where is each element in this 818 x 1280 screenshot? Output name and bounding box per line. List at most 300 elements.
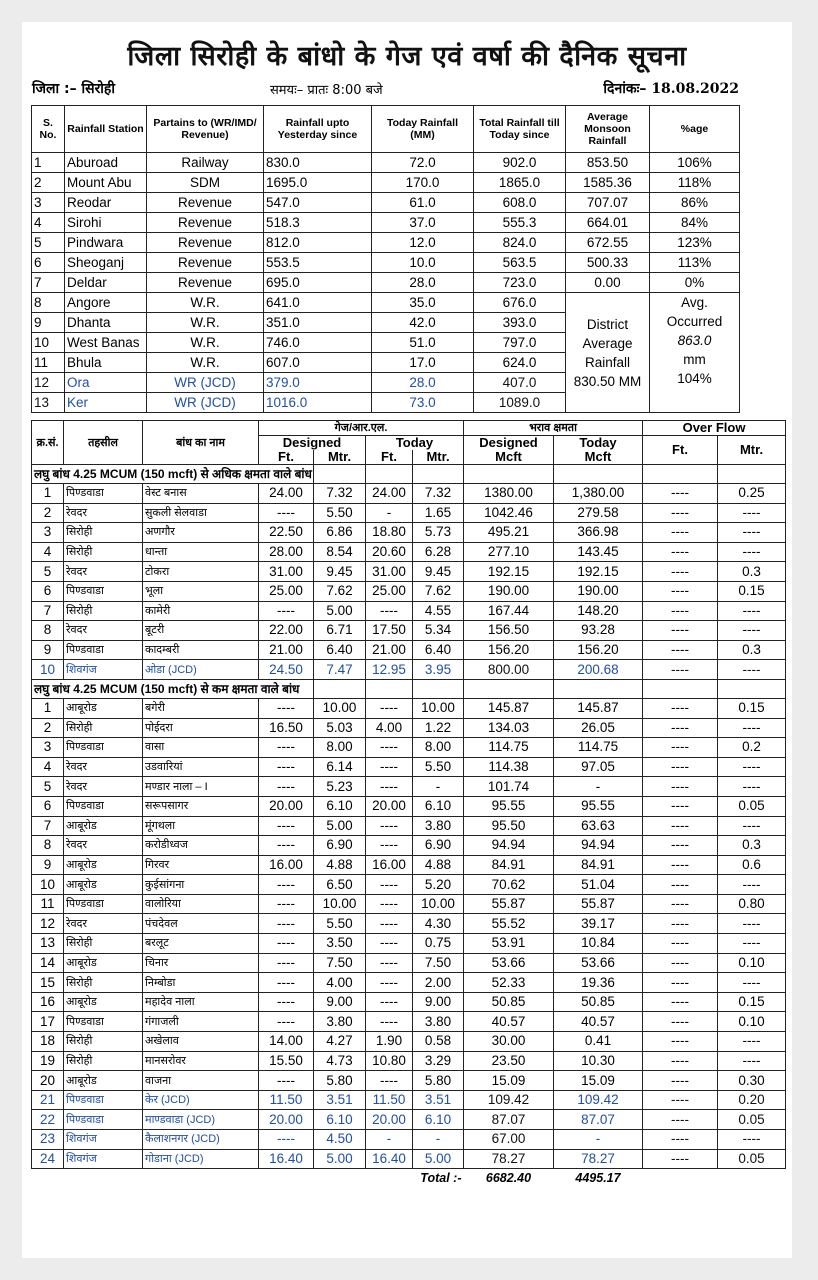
dam-cell: ---- (643, 640, 718, 660)
dam-cell: 0.10 (718, 953, 786, 973)
dam-cell: 25.00 (366, 581, 413, 601)
dam-cell: - (413, 1130, 464, 1150)
dam-cell: ---- (643, 718, 718, 738)
section-heading: लघु बांध 4.25 MCUM (150 mcft) से कम क्षमता वाले बांध (32, 679, 259, 698)
dam-cell: 4.00 (314, 973, 366, 993)
dam-cell: ---- (718, 1051, 786, 1071)
dam-cell: 6.90 (314, 836, 366, 856)
dam-cell: चिनार (143, 953, 259, 973)
rainfall-cell: 853.50 (566, 153, 650, 173)
rainfall-cell: Pindwara (65, 233, 147, 253)
dam-cell: ---- (643, 757, 718, 777)
dam-cell: 0.80 (718, 894, 786, 914)
dam-cell: 1.65 (413, 503, 464, 523)
rainfall-cell: Bhula (65, 353, 147, 373)
dam-cell: पिण्डवाडा (64, 738, 143, 758)
dam-cell: कैलाशनगर (JCD) (143, 1130, 259, 1150)
dam-cell: 145.87 (464, 698, 554, 718)
dam-cell: ---- (643, 621, 718, 641)
dam-col-sno: क्र.सं. (32, 421, 64, 465)
dam-cell: 156.20 (554, 640, 643, 660)
dam-cell: ---- (718, 542, 786, 562)
dam-cell: 7 (32, 816, 64, 836)
dam-cell: 5.00 (314, 601, 366, 621)
dam-col-mtr: Mtr. (413, 450, 464, 465)
dam-cell: 101.74 (464, 777, 554, 797)
rainfall-cell: 664.01 (566, 213, 650, 233)
dam-cell: 7.50 (413, 953, 464, 973)
dam-row (32, 503, 786, 523)
dam-cell: 17 (32, 1012, 64, 1032)
dam-cell: ---- (366, 757, 413, 777)
dam-cell: ---- (366, 934, 413, 954)
dam-cell: आबूरोड (64, 698, 143, 718)
dam-cell: 4.30 (413, 914, 464, 934)
rainfall-cell: Reodar (65, 193, 147, 213)
dam-cell: 78.27 (464, 1149, 554, 1169)
district-average-line: Rainfall (584, 354, 631, 370)
dam-cell: 5.00 (314, 1149, 366, 1169)
rainfall-cell: 9 (32, 313, 65, 333)
dam-cell: पिण्डवाडा (64, 894, 143, 914)
dam-cell: 0.3 (718, 640, 786, 660)
dam-cell: 15.09 (554, 1071, 643, 1091)
dam-cell: उडवारियां (143, 757, 259, 777)
dam-cell: 134.03 (464, 718, 554, 738)
rainfall-cell: W.R. (147, 333, 264, 353)
rainfall-cell: Revenue (147, 233, 264, 253)
dam-cell: मण्डार नाला – I (143, 777, 259, 797)
dam-cell: ---- (718, 757, 786, 777)
dam-row (32, 484, 786, 504)
dam-cell: 12 (32, 914, 64, 934)
dam-cell: 26.05 (554, 718, 643, 738)
dam-cell: 9.00 (314, 992, 366, 1012)
dam-cell: ---- (643, 542, 718, 562)
dam-cell: 21.00 (366, 640, 413, 660)
dam-cell: ---- (366, 1071, 413, 1091)
section-cell (413, 679, 464, 698)
rainfall-cell: 746.0 (264, 333, 372, 353)
section-cell (718, 465, 786, 484)
dam-cell: 6 (32, 581, 64, 601)
report-subheader (32, 79, 737, 99)
dam-cell: शिवगंज (64, 1130, 143, 1150)
dam-cell: ---- (643, 1071, 718, 1091)
dam-cell: 55.52 (464, 914, 554, 934)
total-empty (32, 1169, 64, 1188)
dam-cell: 1042.46 (464, 503, 554, 523)
dam-cell: 95.50 (464, 816, 554, 836)
total-empty (366, 1169, 413, 1188)
dam-cell: 20.00 (366, 796, 413, 816)
dam-cell: 87.07 (464, 1110, 554, 1130)
dam-col-ft: Ft. (366, 450, 413, 465)
dam-cell: ---- (259, 738, 314, 758)
dam-cell: वाजना (143, 1071, 259, 1091)
rainfall-cell: 28.0 (372, 273, 474, 293)
dam-cell: 18 (32, 1032, 64, 1052)
avg-occurred-line: Avg. (681, 295, 708, 310)
dam-cell: 22.50 (259, 523, 314, 543)
rainfall-cell: 407.0 (474, 373, 566, 393)
dam-cell: ---- (366, 816, 413, 836)
dam-cell: 0.58 (413, 1032, 464, 1052)
dam-cell: ---- (718, 816, 786, 836)
rainfall-cell: 170.0 (372, 173, 474, 193)
dam-cell: 4 (32, 757, 64, 777)
district-average-line: District (586, 316, 629, 332)
dam-cell: ---- (643, 581, 718, 601)
rainfall-cell: 37.0 (372, 213, 474, 233)
dam-cell: ---- (366, 1012, 413, 1032)
col-header: %age (650, 106, 740, 153)
dam-cell: 167.44 (464, 601, 554, 621)
dam-cell: 4.73 (314, 1051, 366, 1071)
dam-cell: ---- (643, 875, 718, 895)
dam-cell: ---- (643, 777, 718, 797)
dam-cell: 1 (32, 698, 64, 718)
dam-cell: सिरोही (64, 973, 143, 993)
dam-cell: ---- (259, 894, 314, 914)
rainfall-row (32, 233, 740, 253)
dam-row (32, 660, 786, 680)
section-row-large-dams (32, 465, 786, 484)
rainfall-table-body (32, 153, 740, 413)
dam-row (32, 934, 786, 954)
dam-cell: 279.58 (554, 503, 643, 523)
dam-cell: 1 (32, 484, 64, 504)
dam-row (32, 738, 786, 758)
dam-cell: रेवदर (64, 777, 143, 797)
section-cell (366, 679, 413, 698)
rainfall-cell: 73.0 (372, 393, 474, 413)
total-empty (314, 1169, 366, 1188)
dam-cell: 24 (32, 1149, 64, 1169)
dam-cell: 16 (32, 992, 64, 1012)
total-empty (64, 1169, 143, 1188)
dam-cell: 19.36 (554, 973, 643, 993)
dam-col-today: Today (366, 436, 464, 451)
dam-cell: अखेलाव (143, 1032, 259, 1052)
dam-cell: ---- (643, 484, 718, 504)
dam-cell: 114.75 (464, 738, 554, 758)
dam-cell: महादेव नाला (143, 992, 259, 1012)
dam-cell: सरूपसागर (143, 796, 259, 816)
dam-cell: ---- (259, 777, 314, 797)
dam-cell: 16.50 (259, 718, 314, 738)
dam-cell: ---- (718, 1130, 786, 1150)
dam-cell: शिवगंज (64, 1149, 143, 1169)
col-header: Total Rainfall till Today since (474, 106, 566, 153)
dam-cell: 4.88 (413, 855, 464, 875)
dam-cell: 4.27 (314, 1032, 366, 1052)
dam-cell: 1.22 (413, 718, 464, 738)
dam-cell: बगेरी (143, 698, 259, 718)
dam-cell: 3.50 (314, 934, 366, 954)
rainfall-row (32, 253, 740, 273)
dam-row (32, 640, 786, 660)
rainfall-cell: 1089.0 (474, 393, 566, 413)
dam-cell: - (554, 777, 643, 797)
dam-cell: 20.00 (259, 1110, 314, 1130)
dam-cell: पिण्डवाडा (64, 484, 143, 504)
section-cell (314, 679, 366, 698)
dam-cell: ---- (259, 875, 314, 895)
rainfall-cell: 555.3 (474, 213, 566, 233)
dam-row (32, 523, 786, 543)
rainfall-cell: Revenue (147, 193, 264, 213)
rainfall-row (32, 273, 740, 293)
dam-cell: 31.00 (366, 562, 413, 582)
dam-cell: आबूरोड (64, 816, 143, 836)
dam-cell: 5.80 (413, 1071, 464, 1091)
dam-cell: पिण्डवाडा (64, 796, 143, 816)
dam-cell: 190.00 (554, 581, 643, 601)
rainfall-cell: 607.0 (264, 353, 372, 373)
col-header: Rainfall upto Yesterday since (264, 106, 372, 153)
dam-cell: ---- (643, 992, 718, 1012)
dam-cell: बरलूट (143, 934, 259, 954)
dam-row (32, 992, 786, 1012)
time-label: समयः– प्रातः 8:00 बजे (270, 83, 383, 98)
rainfall-cell: 608.0 (474, 193, 566, 213)
dam-cell: 5.34 (413, 621, 464, 641)
dam-cell: 5.50 (314, 503, 366, 523)
rainfall-cell: Mount Abu (65, 173, 147, 193)
dam-cell: वासा (143, 738, 259, 758)
rainfall-cell: 10 (32, 333, 65, 353)
dam-row (32, 718, 786, 738)
section-cell (366, 465, 413, 484)
dam-cell: 21.00 (259, 640, 314, 660)
dam-cell: ---- (259, 757, 314, 777)
dam-cell: 6.28 (413, 542, 464, 562)
dam-cell: 7.62 (413, 581, 464, 601)
dam-cell: 9.45 (314, 562, 366, 582)
date-block (603, 79, 739, 98)
dam-cell: 192.15 (554, 562, 643, 582)
dam-cell: 40.57 (464, 1012, 554, 1032)
dam-row (32, 796, 786, 816)
rainfall-cell: 0% (650, 273, 740, 293)
dam-cell: 8.00 (314, 738, 366, 758)
dam-cell: 11 (32, 894, 64, 914)
dam-cell: 7.50 (314, 953, 366, 973)
dam-cell: 93.28 (554, 621, 643, 641)
dam-cell: कुईसांगना (143, 875, 259, 895)
dam-cell: ---- (718, 1032, 786, 1052)
total-empty (718, 1169, 786, 1188)
dam-cell: सिरोही (64, 934, 143, 954)
dam-cell: 0.6 (718, 855, 786, 875)
dam-cell: रेवदर (64, 757, 143, 777)
dam-cell: 2 (32, 503, 64, 523)
dam-cell: 6.86 (314, 523, 366, 543)
dam-cell: 17.50 (366, 621, 413, 641)
dam-cell: 277.10 (464, 542, 554, 562)
dam-col-tehsil: तहसील (64, 421, 143, 465)
dam-cell: ---- (643, 1149, 718, 1169)
dam-col-of-mtr: Mtr. (718, 436, 786, 465)
dam-cell: 15.50 (259, 1051, 314, 1071)
dam-cell: 9.00 (413, 992, 464, 1012)
dam-cell: 800.00 (464, 660, 554, 680)
dam-cell: ---- (643, 1032, 718, 1052)
total-row (32, 1169, 786, 1188)
dam-cell: वालोरिया (143, 894, 259, 914)
dam-cell: ---- (718, 914, 786, 934)
dam-cell: ---- (366, 953, 413, 973)
rainfall-cell: 500.33 (566, 253, 650, 273)
dam-cell: ---- (643, 503, 718, 523)
dam-cell: 4.50 (314, 1130, 366, 1150)
dam-cell: 7.32 (314, 484, 366, 504)
rainfall-cell: 351.0 (264, 313, 372, 333)
dam-cell: 28.00 (259, 542, 314, 562)
dam-cell: 10 (32, 660, 64, 680)
rainfall-cell: 695.0 (264, 273, 372, 293)
rainfall-cell: 379.0 (264, 373, 372, 393)
rainfall-cell: 3 (32, 193, 65, 213)
dam-cell: 13 (32, 934, 64, 954)
dam-cell: 20 (32, 1071, 64, 1091)
dam-cell: 0.3 (718, 562, 786, 582)
dam-cell: 366.98 (554, 523, 643, 543)
rainfall-cell: WR (JCD) (147, 393, 264, 413)
dam-cell: शिवगंज (64, 660, 143, 680)
dam-row (32, 973, 786, 993)
rainfall-cell: 624.0 (474, 353, 566, 373)
rainfall-cell: 563.5 (474, 253, 566, 273)
dam-cell: 22 (32, 1110, 64, 1130)
dam-cell: मानसरोवर (143, 1051, 259, 1071)
dam-cell: ---- (718, 934, 786, 954)
section-cell (643, 679, 718, 698)
dam-cell: सिरोही (64, 1032, 143, 1052)
dam-cell: 7 (32, 601, 64, 621)
dam-cell: 78.27 (554, 1149, 643, 1169)
dam-cell: ---- (718, 621, 786, 641)
dam-cell: ---- (259, 1130, 314, 1150)
dam-cell: 3 (32, 738, 64, 758)
district-average-cell (566, 293, 650, 413)
dam-cell: ---- (643, 1110, 718, 1130)
dam-cell: 6.14 (314, 757, 366, 777)
dam-cell: ---- (259, 1012, 314, 1032)
dam-cell: 51.04 (554, 875, 643, 895)
dam-cell: ---- (643, 601, 718, 621)
rainfall-cell: 106% (650, 153, 740, 173)
dam-cell: 3.80 (314, 1012, 366, 1032)
rainfall-row (32, 153, 740, 173)
rainfall-cell: Ker (65, 393, 147, 413)
dam-cell: ---- (718, 777, 786, 797)
rainfall-cell: 12 (32, 373, 65, 393)
dam-cell: 11.50 (366, 1090, 413, 1110)
dam-cell: - (554, 1130, 643, 1150)
dam-cell: ---- (366, 836, 413, 856)
dam-cell: ---- (259, 934, 314, 954)
col-header: Today Rainfall (MM) (372, 106, 474, 153)
rainfall-cell: 812.0 (264, 233, 372, 253)
dam-cell: ---- (718, 973, 786, 993)
rainfall-cell: Ora (65, 373, 147, 393)
dam-cell: ---- (643, 1130, 718, 1150)
section-cell (643, 465, 718, 484)
rainfall-cell: 641.0 (264, 293, 372, 313)
dam-cell: 94.94 (554, 836, 643, 856)
dam-cell: 1.90 (366, 1032, 413, 1052)
dam-cell: ---- (259, 1071, 314, 1091)
dam-cell: 2 (32, 718, 64, 738)
dam-col-st-designed: Designed (464, 436, 554, 451)
rainfall-cell: Revenue (147, 273, 264, 293)
avg-occurred-line: 863.0 (677, 333, 712, 348)
dam-cell: 5.00 (314, 816, 366, 836)
dam-cell: माण्डवाडा (JCD) (143, 1110, 259, 1130)
dam-cell: 50.85 (554, 992, 643, 1012)
dam-cell: पिण्डवाडा (64, 1090, 143, 1110)
dam-cell: 53.66 (464, 953, 554, 973)
dam-cell: 148.20 (554, 601, 643, 621)
dam-cell: कादम्बरी (143, 640, 259, 660)
dam-cell: ---- (259, 973, 314, 993)
total-today: 4495.17 (575, 1171, 621, 1186)
dam-row (32, 1149, 786, 1169)
dam-cell: 31.00 (259, 562, 314, 582)
dam-cell: बूटरी (143, 621, 259, 641)
dam-cell: 495.21 (464, 523, 554, 543)
dam-cell: ---- (643, 855, 718, 875)
dam-cell: ---- (366, 738, 413, 758)
dam-row (32, 1090, 786, 1110)
rainfall-cell: 123% (650, 233, 740, 253)
rainfall-cell: 8 (32, 293, 65, 313)
dam-cell: 5.50 (413, 757, 464, 777)
rainfall-cell: 12.0 (372, 233, 474, 253)
date-value: 18.08.2022 (651, 81, 739, 97)
dam-col-mcft: Mcft (464, 450, 554, 465)
rainfall-cell: 547.0 (264, 193, 372, 213)
dam-cell: 0.15 (718, 698, 786, 718)
dam-cell: 84.91 (464, 855, 554, 875)
dam-cell: 16.40 (259, 1149, 314, 1169)
rainfall-cell: SDM (147, 173, 264, 193)
dam-cell: 10.30 (554, 1051, 643, 1071)
dam-row (32, 601, 786, 621)
dam-cell: गिरवर (143, 855, 259, 875)
dam-cell: 0.05 (718, 1110, 786, 1130)
col-header: Partains to (WR/IMD/ Revenue) (147, 106, 264, 153)
rainfall-cell: 5 (32, 233, 65, 253)
dam-cell: 0.3 (718, 836, 786, 856)
rainfall-cell: 11 (32, 353, 65, 373)
rainfall-row (32, 213, 740, 233)
dam-col-gauge: गेज/आर.एल. (259, 421, 464, 436)
dam-cell: 84.91 (554, 855, 643, 875)
dam-cell: 70.62 (464, 875, 554, 895)
rainfall-cell: 824.0 (474, 233, 566, 253)
dam-cell: कामेरी (143, 601, 259, 621)
dam-cell: 114.75 (554, 738, 643, 758)
dam-cell: 7.32 (413, 484, 464, 504)
dam-cell: 39.17 (554, 914, 643, 934)
dam-cell: 7.62 (314, 581, 366, 601)
dam-cell: पिण्डवाडा (64, 1110, 143, 1130)
dam-row (32, 1051, 786, 1071)
dam-row (32, 836, 786, 856)
